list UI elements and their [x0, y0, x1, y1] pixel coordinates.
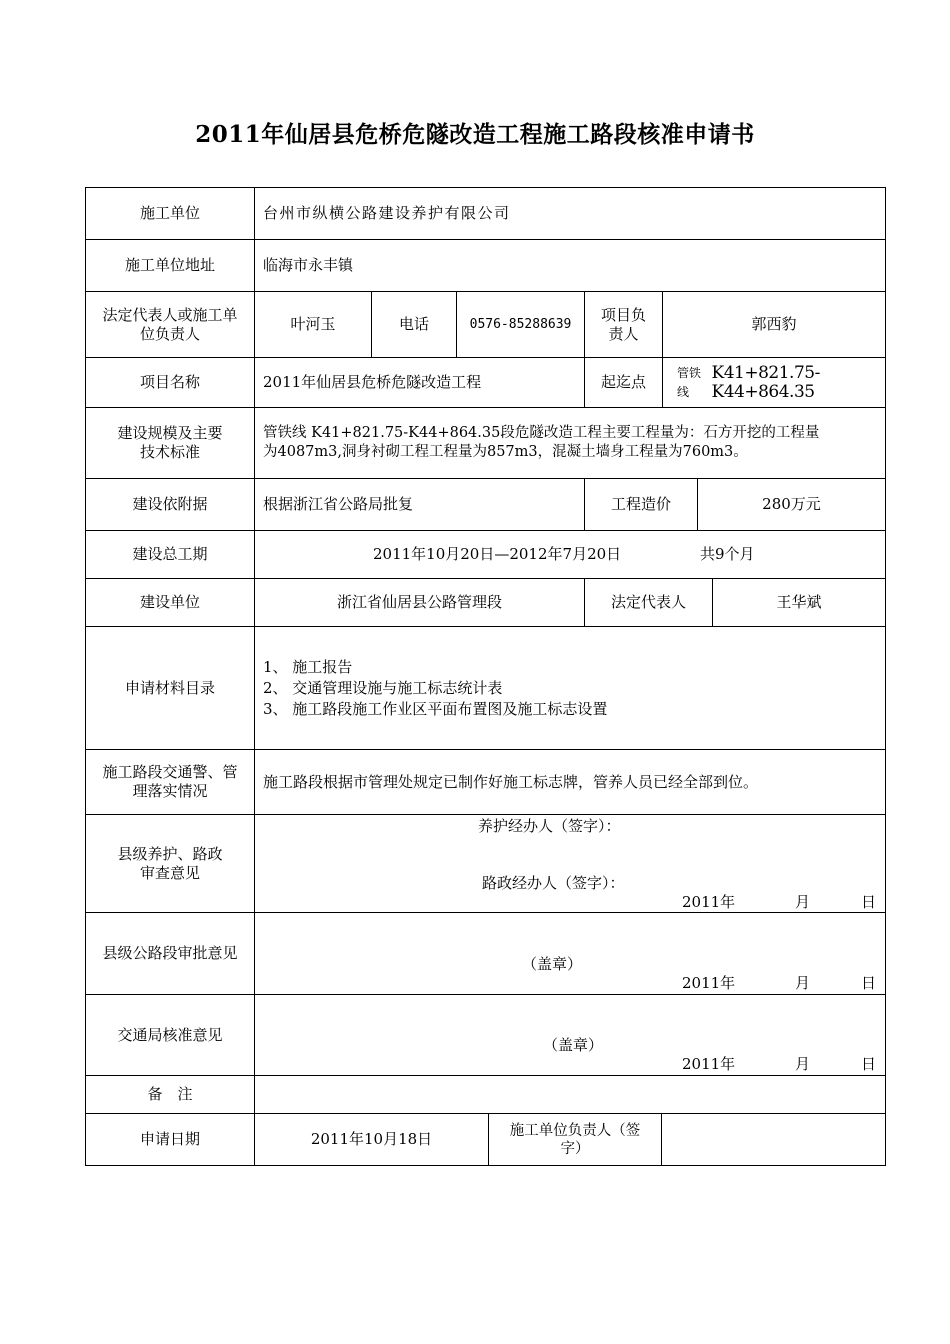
owner-label: 建设单位 — [139, 593, 200, 611]
scale-line1: 管铁线 K41+821.75-K44+864.35段危隧改造工程主要工程量为：石方开挖的工程量 — [263, 425, 820, 441]
unit-label: 施工单位 — [139, 204, 200, 222]
owner-value: 浙江省仙居县公路管理段 — [336, 593, 502, 611]
apply-date-value: 2011年10月18日 — [310, 1130, 433, 1148]
range-label: 起迄点 — [600, 373, 646, 391]
bureau-year: 2011年 — [682, 1055, 736, 1073]
legal-label-line1: 法定代表人或施工单 — [102, 305, 238, 324]
scale-label-line2: 技术标准 — [139, 443, 200, 461]
applicant-sign-label-line2: 字） — [560, 1140, 590, 1157]
county-approval-month: 月 — [795, 974, 811, 992]
address-label: 施工单位地址 — [124, 256, 215, 274]
county-review-label-line2: 审查意见 — [139, 863, 200, 882]
bureau-day: 日 — [861, 1055, 877, 1073]
applicant-sign-field[interactable] — [662, 1114, 885, 1165]
cost-value: 280万元 — [762, 495, 821, 513]
county-review-label-line1: 县级养护、路政 — [117, 844, 223, 863]
unit-value: 台州市纵横公路建设养护有限公司 — [263, 204, 511, 222]
scale-value — [255, 408, 885, 478]
period-duration: 共9个月 — [700, 545, 755, 563]
scale-label-line1: 建设规模及主要 — [117, 424, 223, 442]
range-value — [663, 358, 885, 407]
project-value: 2011年仙居县危桥危隧改造工程 — [263, 373, 482, 391]
period-label: 建设总工期 — [132, 545, 208, 563]
legal-label — [86, 292, 254, 357]
traffic-label-line1: 施工路段交通警、管 — [102, 763, 238, 781]
materials-list — [255, 627, 885, 749]
maintenance-signature: 养护经办人（签字）： — [478, 817, 621, 835]
traffic-value: 施工路段根据市管理处规定已制作好施工标志牌，管养人员已经全部到位。 — [263, 772, 759, 791]
rep-label: 法定代表人 — [610, 593, 686, 611]
county-review-day: 日 — [861, 893, 877, 911]
materials-item-2: 2、 交通管理设施与施工标志统计表 — [263, 679, 503, 697]
county-approval-label: 县级公路段审批意见 — [102, 944, 238, 962]
remarks-label: 备 注 — [147, 1085, 193, 1103]
legal-name: 叶河玉 — [290, 315, 336, 333]
range-stake: K41+821.75-K44+864.35 — [711, 362, 820, 402]
bureau-seal: （盖章） — [543, 1036, 604, 1054]
manager-label — [585, 292, 662, 357]
county-review-label — [86, 815, 254, 912]
scale-line2: 为4087m3,洞身衬砌工程工程量为857m3，混凝土墙身工程量为760m3。 — [263, 444, 748, 460]
applicant-sign-label — [489, 1114, 661, 1165]
address-value: 临海市永丰镇 — [263, 256, 354, 274]
remarks-value — [255, 1076, 885, 1113]
materials-label: 申请材料目录 — [124, 678, 215, 697]
manager-label-line2: 责人 — [608, 324, 639, 343]
basis-value: 根据浙江省公路局批复 — [263, 495, 414, 513]
county-approval-seal: （盖章） — [522, 955, 583, 973]
basis-label: 建设依附据 — [132, 495, 208, 513]
applicant-sign-label-line1: 施工单位负责人（签 — [509, 1122, 641, 1139]
period-value: 2011年10月20日—2012年7月20日 — [373, 545, 622, 563]
rep-value: 王华斌 — [776, 593, 822, 611]
traffic-label-line2: 理落实情况 — [132, 782, 208, 800]
phone-label: 电话 — [398, 315, 429, 333]
manager-value: 郭西豹 — [751, 315, 797, 333]
page-title: 2011年仙居县危桥危隧改造工程施工路段核准申请书 — [195, 121, 755, 148]
materials-item-1: 1、 施工报告 — [263, 658, 353, 676]
county-review-month: 月 — [795, 893, 811, 911]
bureau-month: 月 — [795, 1055, 811, 1073]
legal-label-line2: 位负责人 — [139, 324, 200, 343]
materials-item-3: 3、 施工路段施工作业区平面布置图及施工标志设置 — [263, 700, 608, 718]
county-approval-day: 日 — [861, 974, 877, 992]
county-review-year: 2011年 — [682, 893, 736, 911]
traffic-label — [86, 750, 254, 814]
project-label: 项目名称 — [139, 373, 200, 391]
cost-label: 工程造价 — [610, 495, 671, 513]
manager-label-line1: 项目负 — [600, 305, 646, 324]
range-prefix: 管铁线 — [677, 365, 702, 399]
phone-value: 0576-85288639 — [469, 317, 572, 332]
county-approval-year: 2011年 — [682, 974, 736, 992]
apply-date-label: 申请日期 — [139, 1130, 200, 1148]
scale-label — [86, 408, 254, 478]
bureau-label: 交通局核准意见 — [117, 1025, 223, 1044]
road-admin-signature: 路政经办人（签字）： — [482, 874, 625, 892]
